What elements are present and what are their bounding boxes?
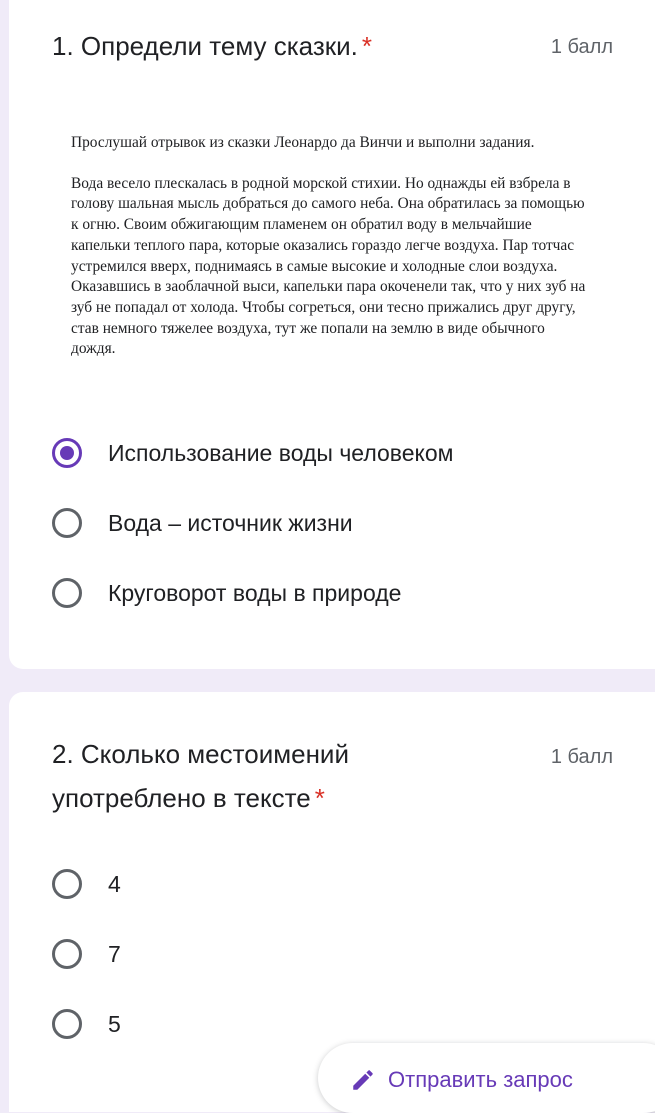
- question-title: [52, 24, 472, 68]
- required-marker: *: [361, 31, 372, 61]
- option-radio[interactable]: [52, 864, 121, 904]
- question-card-1: [9, 0, 655, 669]
- radio-unchecked-icon[interactable]: [52, 939, 82, 969]
- option-label: 5: [108, 1010, 121, 1037]
- option-label: Круговорот воды в природе: [108, 579, 402, 606]
- send-request-button[interactable]: [318, 1043, 655, 1113]
- points-label: 1 балл: [550, 36, 613, 58]
- option-radio[interactable]: [52, 433, 453, 473]
- radio-checked-icon[interactable]: [52, 438, 82, 468]
- option-radio[interactable]: [52, 934, 121, 974]
- radio-unchecked-icon[interactable]: [52, 1009, 82, 1039]
- option-radio[interactable]: [52, 503, 353, 543]
- pencil-icon: [350, 1067, 376, 1093]
- send-request-label: Отправить запрос: [388, 1067, 573, 1092]
- question-title: [52, 732, 432, 820]
- option-radio[interactable]: [52, 573, 401, 613]
- option-label: 4: [108, 870, 121, 897]
- option-label: Использование воды человеком: [108, 439, 454, 466]
- radio-unchecked-icon[interactable]: [52, 578, 82, 608]
- question-title-text: 1. Определи тему сказки.: [52, 31, 358, 61]
- option-radio[interactable]: [52, 1004, 121, 1044]
- radio-unchecked-icon[interactable]: [52, 508, 82, 538]
- passage-text: Вода весело плескалась в родной морской стихии. Но однажды ей взбрела в голову шальная мысль добраться до самого неба. Она обратилась за помощью к огню. Своим обжигающим пламенем он обратил воду в мельчайшие капельки теплого пара, которые оказались гораздо легче воздуха. Пар тотчас устремился вверх, поднимаясь в самые высокие и холодные слои воздуха. Оказавшись в заоблачной выси, капельки пара окоченели так, что у них зуб на зуб не попадал от холода. Чтобы согреться, они тесно прижались друг другу, став немного тяжелее воздуха, тут же попали на землю в виде обычного дождя.: [71, 174, 586, 358]
- question-title-text: 2. Сколько местоимений употреблено в тексте: [52, 739, 349, 813]
- passage-instruction: Прослушай отрывок из сказки Леонардо да Винчи и выполни задания.: [71, 134, 535, 151]
- option-label: Вода – источник жизни: [108, 509, 353, 536]
- question-passage: [71, 133, 591, 360]
- radio-unchecked-icon[interactable]: [52, 869, 82, 899]
- points-label: 1 балл: [550, 746, 613, 768]
- required-marker: *: [314, 783, 325, 813]
- option-label: 7: [108, 940, 121, 967]
